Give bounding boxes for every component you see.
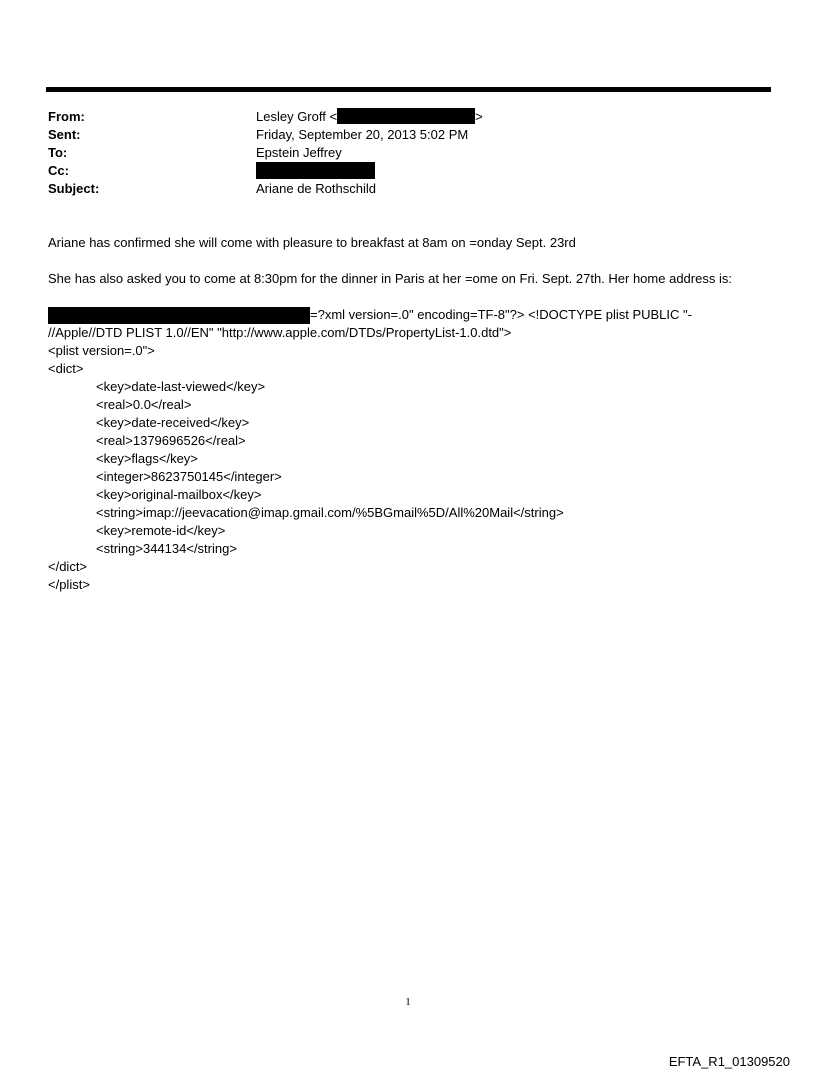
xml-entry: <integer>8623750145</integer> xyxy=(96,469,282,484)
redaction-box xyxy=(337,108,475,124)
bates-number: EFTA_R1_01309520 xyxy=(668,1054,790,1069)
xml-line: </dict> xyxy=(48,559,88,574)
xml-entry: <real>1379696526</real> xyxy=(96,433,246,448)
redaction-box xyxy=(48,307,310,324)
cc-label: Cc: xyxy=(48,162,69,178)
sent-value: Friday, September 20, 2013 5:02 PM xyxy=(256,126,469,142)
sent-row xyxy=(48,125,768,143)
xml-entry: <real>0.0</real> xyxy=(96,397,192,412)
cc-row xyxy=(48,161,768,179)
cc-value xyxy=(256,162,375,179)
header-rule xyxy=(46,87,771,92)
body-paragraph-2: She has also asked you to come at 8:30pm for the dinner in Paris at her =ome on Fri. Sept. 27th. Her home address is: xyxy=(48,271,732,286)
plist-block xyxy=(48,306,778,594)
xml-line: <dict> xyxy=(48,361,84,376)
xml-line: </plist> xyxy=(48,577,90,592)
sent-label: Sent: xyxy=(48,126,81,142)
xml-entry: <string>imap://jeevacation@imap.gmail.com/%5BGmail%5D/All%20Mail</string> xyxy=(96,505,564,520)
xml-entry: <key>flags</key> xyxy=(96,451,198,466)
from-value xyxy=(256,108,483,124)
to-value: Epstein Jeffrey xyxy=(256,144,342,160)
xml-entry: <key>date-last-viewed</key> xyxy=(96,379,266,394)
xml-line: //Apple//DTD PLIST 1.0//EN" "http://www.apple.com/DTDs/PropertyList-1.0.dtd"> xyxy=(48,325,512,340)
xml-line xyxy=(48,306,778,324)
subject-row xyxy=(48,179,768,197)
subject-value: Ariane de Rothschild xyxy=(256,180,376,196)
from-label: From: xyxy=(48,108,85,124)
to-label: To: xyxy=(48,144,68,160)
subject-label: Subject: xyxy=(48,180,100,196)
xml-entry: <key>date-received</key> xyxy=(96,415,250,430)
xml-entry: <key>remote-id</key> xyxy=(96,523,226,538)
xml-line: <plist version=.0"> xyxy=(48,343,155,358)
from-row xyxy=(48,107,768,125)
email-header xyxy=(48,107,768,197)
email-body xyxy=(48,234,778,288)
xml-entry: <key>original-mailbox</key> xyxy=(96,487,262,502)
from-name: Lesley Groff < xyxy=(256,108,338,124)
xml-declaration: =?xml version=.0" encoding=TF-8"?> <!DOCTYPE plist PUBLIC "- xyxy=(310,307,692,322)
redaction-box xyxy=(256,162,375,179)
xml-entry: <string>344134</string> xyxy=(96,541,237,556)
from-close: > xyxy=(475,108,483,124)
page-number: 1 xyxy=(405,996,411,1008)
to-row xyxy=(48,143,768,161)
body-paragraph-1: Ariane has confirmed she will come with pleasure to breakfast at 8am on =onday Sept. 23rd xyxy=(48,235,576,250)
